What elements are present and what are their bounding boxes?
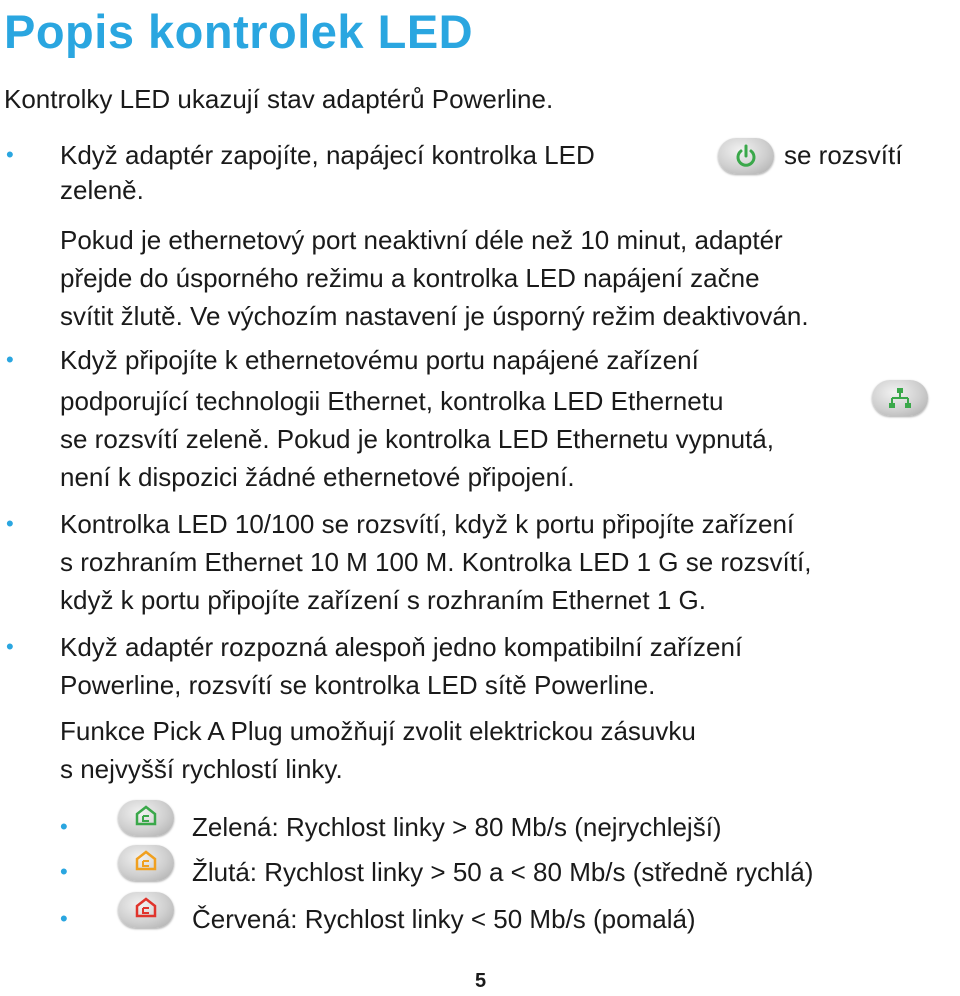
bullet-marker: • xyxy=(6,511,14,536)
intro-text: Kontrolky LED ukazují stav adaptérů Powerline. xyxy=(4,84,554,114)
power-led-icon xyxy=(718,138,774,174)
bullet-marker: • xyxy=(60,814,68,839)
bullet-3-line-1: Kontrolka LED 10/100 se rozsvítí, když k portu připojíte zařízení xyxy=(60,509,795,539)
bullet-4-line-1: Když adaptér rozpozná alespoň jedno kompatibilní zařízení xyxy=(60,632,743,662)
bullet-2-line-4: není k dispozici žádné ethernetové připojení. xyxy=(60,462,575,492)
bullet-marker: • xyxy=(60,906,68,931)
bullet-2-line-2: podporující technologii Ethernet, kontrolka LED Ethernetu xyxy=(60,386,724,416)
bullet-marker: • xyxy=(60,859,68,884)
bullet-3-line-2: s rozhraním Ethernet 10 M 100 M. Kontrolka LED 1 G se rozsvítí, xyxy=(60,547,812,577)
page-number: 5 xyxy=(475,970,487,992)
bullet-1-line-3: Pokud je ethernetový port neaktivní déle než 10 minut, adaptér xyxy=(60,225,783,255)
bullet-4-line-4: s nejvyšší rychlostí linky. xyxy=(60,754,343,784)
bullet-4-line-2: Powerline, rozsvítí se kontrolka LED sítě Powerline. xyxy=(60,670,656,700)
bullet-2-line-3: se rozsvítí zeleně. Pokud je kontrolka LED Ethernetu vypnutá, xyxy=(60,424,774,454)
powerline-yellow-led-icon xyxy=(118,845,174,881)
bullet-2-line-1: Když připojíte k ethernetovému portu napájené zařízení xyxy=(60,345,699,375)
bullet-4-line-3: Funkce Pick A Plug umožňují zvolit elektrickou zásuvku xyxy=(60,716,696,746)
bullet-marker: • xyxy=(6,347,14,372)
bullet-marker: • xyxy=(6,634,14,659)
powerline-red-label: Červená: Rychlost linky < 50 Mb/s (pomalá) xyxy=(192,904,696,934)
page-title: Popis kontrolek LED xyxy=(4,5,474,58)
bullet-1-line-5: svítit žlutě. Ve výchozím nastavení je úsporný režim deaktivován. xyxy=(60,301,809,331)
bullet-1-line-1: Když adaptér zapojíte, napájecí kontrolka LED xyxy=(60,140,595,170)
bullet-1-line-2: zeleně. xyxy=(60,175,144,205)
powerline-red-led-icon xyxy=(118,892,174,928)
powerline-green-label: Zelená: Rychlost linky > 80 Mb/s (nejrychlejší) xyxy=(192,812,722,842)
bullet-marker: • xyxy=(6,142,14,167)
powerline-green-led-icon xyxy=(118,800,174,836)
bullet-1-line-4: přejde do úsporného režimu a kontrolka LED napájení začne xyxy=(60,263,760,293)
ethernet-led-icon xyxy=(872,380,928,416)
powerline-yellow-label: Žlutá: Rychlost linky > 50 a < 80 Mb/s (středně rychlá) xyxy=(192,857,814,887)
bullet-3-line-3: když k portu připojíte zařízení s rozhraním Ethernet 1 G. xyxy=(60,585,706,615)
bullet-1-line-1b: se rozsvítí xyxy=(784,140,903,170)
